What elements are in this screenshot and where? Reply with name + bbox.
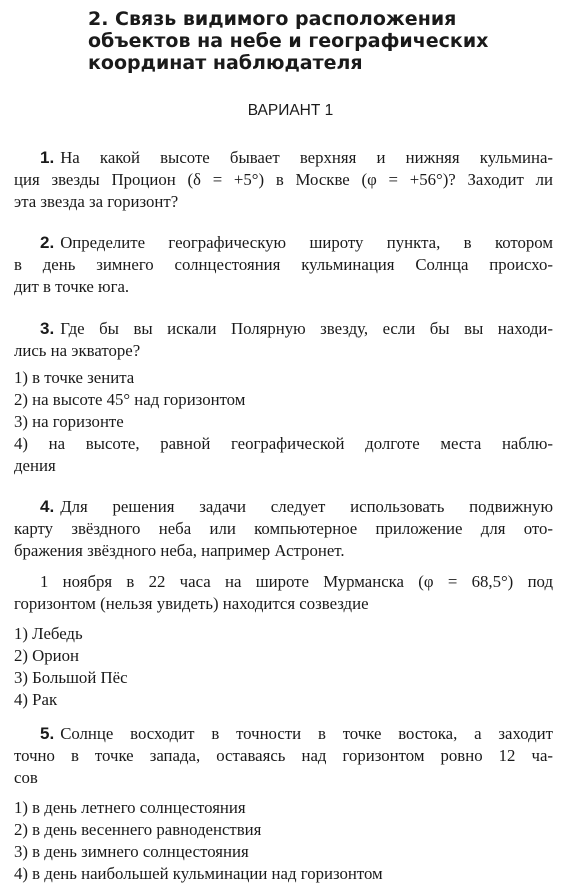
question-4-line: 1 ноября в 22 часа на широте Мурманска (φ = 68,5°) под: [40, 572, 553, 591]
question-5-line: сов: [14, 768, 38, 787]
question-3-option: дения: [14, 456, 56, 475]
question-4-option: 1) Лебедь: [14, 624, 83, 643]
question-5-line: точно в точке запада, оставаясь над горизонтом ровно 12 ча-: [14, 746, 553, 765]
question-1-line: 1. На какой высоте бывает верхняя и нижняя кульмина-: [40, 148, 553, 167]
question-3-option: 2) на высоте 45° над горизонтом: [14, 390, 246, 409]
question-5-line: 5. Солнце восходит в точности в точке востока, а заходит: [40, 724, 553, 743]
question-3-option: 4) на высоте, равной географической долготе места наблю-: [14, 434, 553, 453]
section-title: [88, 8, 558, 74]
question-1-line: эта звезда за горизонт?: [14, 192, 179, 211]
question-2-line: дит в точке юга.: [14, 277, 130, 296]
question-4-option: 4) Рак: [14, 690, 58, 709]
question-5-option: 3) в день зимнего солнцестояния: [14, 842, 249, 861]
section-title-line: объектов на небе и географических: [88, 30, 489, 52]
question-3-line: лись на экваторе?: [14, 341, 141, 360]
question-5-option: 4) в день наибольшей кульминации над горизонтом: [14, 864, 383, 883]
question-number: 3.: [40, 319, 55, 338]
question-number: 1.: [40, 148, 55, 167]
question-4-line: горизонтом (нельзя увидеть) находится созвездие: [14, 594, 369, 613]
section-title-line: 2. Связь видимого расположения: [88, 8, 457, 30]
question-4-line: бражения звёздного неба, например Астронет.: [14, 541, 345, 560]
question-number: 5.: [40, 724, 55, 743]
question-2-line: 2. Определите географическую широту пункта, в котором: [40, 233, 553, 252]
question-3-option: 3) на горизонте: [14, 412, 124, 431]
question-4-option: 3) Большой Пёс: [14, 668, 128, 687]
question-5-option: 1) в день летнего солнцестояния: [14, 798, 246, 817]
question-3-option: 1) в точке зенита: [14, 368, 135, 387]
question-2-line: в день зимнего солнцестояния кульминация Солнца происхо-: [14, 255, 553, 274]
question-4-line: 4. Для решения задачи следует использовать подвижную: [40, 497, 553, 516]
variant-heading: ВАРИАНТ 1: [247, 102, 334, 119]
question-number: 4.: [40, 497, 55, 516]
question-3-line: 3. Где бы вы искали Полярную звезду, если бы вы находи-: [40, 319, 553, 338]
question-1-line: ция звезды Процион (δ = +5°) в Москве (φ = +56°)? Заходит ли: [14, 170, 553, 189]
question-4-option: 2) Орион: [14, 646, 80, 665]
question-4-line: карту звёздного неба или компьютерное приложение для ото-: [14, 519, 553, 538]
question-5-option: 2) в день весеннего равноденствия: [14, 820, 262, 839]
section-title-line: координат наблюдателя: [88, 52, 363, 74]
question-number: 2.: [40, 233, 55, 252]
